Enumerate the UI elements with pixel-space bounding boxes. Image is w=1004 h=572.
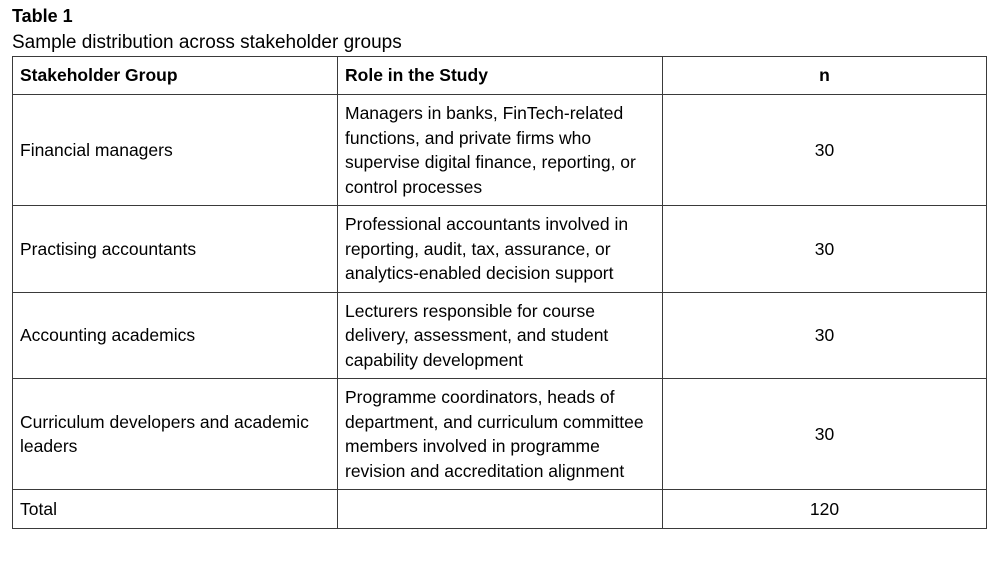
total-row	[13, 490, 987, 529]
cell-role: Managers in banks, FinTech-related functions, and private firms who supervise digital finance, reporting, or control processes	[338, 95, 663, 206]
table-row	[13, 379, 987, 490]
cell-role: Programme coordinators, heads of department, and curriculum committee members involved in programme revision and accreditation alignment	[338, 379, 663, 490]
cell-role: Lecturers responsible for course delivery, assessment, and student capability development	[338, 292, 663, 379]
cell-n: 30	[663, 292, 987, 379]
total-n: 120	[663, 490, 987, 529]
table-row	[13, 206, 987, 293]
cell-group: Accounting academics	[13, 292, 338, 379]
cell-n: 30	[663, 95, 987, 206]
table-row	[13, 95, 987, 206]
table-caption: Sample distribution across stakeholder groups	[12, 32, 402, 53]
table-row	[13, 292, 987, 379]
total-label: Total	[13, 490, 338, 529]
table-label: Table 1	[12, 6, 73, 26]
cell-role: Professional accountants involved in reporting, audit, tax, assurance, or analytics-enabled decision support	[338, 206, 663, 293]
header-stakeholder-group: Stakeholder Group	[13, 57, 338, 95]
cell-group: Curriculum developers and academic leaders	[13, 379, 338, 490]
cell-n: 30	[663, 206, 987, 293]
total-role	[338, 490, 663, 529]
stakeholder-table	[12, 56, 987, 529]
cell-n: 30	[663, 379, 987, 490]
table-header-row	[13, 57, 987, 95]
header-role: Role in the Study	[338, 57, 663, 95]
cell-group: Financial managers	[13, 95, 338, 206]
header-n: n	[663, 57, 987, 95]
cell-group: Practising accountants	[13, 206, 338, 293]
